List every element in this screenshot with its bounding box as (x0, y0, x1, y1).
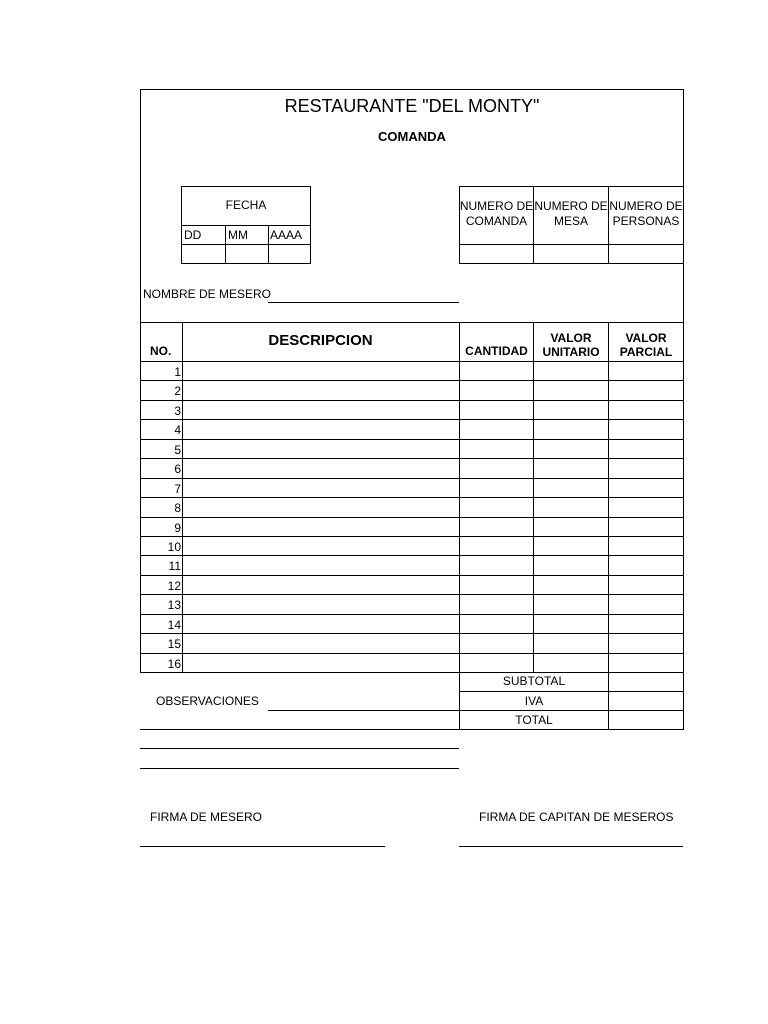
table-row[interactable] (140, 439, 684, 458)
waiter-signature-label: FIRMA DE MESERO (150, 810, 263, 824)
table-row[interactable] (140, 653, 684, 672)
observations-label: OBSERVACIONES (156, 694, 259, 708)
order-number-header: NUMERO DE COMANDA (459, 199, 534, 228)
row-number: 13 (167, 598, 181, 612)
row-number: 11 (168, 559, 181, 573)
waiter-name-label: NOMBRE DE MESERO (143, 287, 272, 301)
row-number: 6 (174, 462, 181, 476)
date-year-label: AAAA (270, 228, 303, 242)
col-quantity-header: CANTIDAD (465, 344, 528, 358)
observations-line-1[interactable] (268, 710, 459, 711)
row-number: 3 (174, 404, 181, 418)
row-number: 14 (167, 618, 181, 632)
observations-line-3[interactable] (140, 748, 459, 749)
col-no-header: NO. (150, 344, 172, 358)
waiter-signature-line[interactable] (140, 846, 385, 847)
col-description-header: DESCRIPCION (268, 332, 373, 349)
date-day-field[interactable] (182, 245, 224, 263)
subtotal-value-field[interactable] (609, 673, 683, 691)
table-row[interactable] (140, 517, 684, 536)
table-row[interactable] (140, 361, 684, 380)
guest-count-field[interactable] (609, 245, 683, 263)
frame-top-border (140, 89, 684, 90)
table-number-field[interactable] (534, 245, 608, 263)
table-row[interactable] (140, 380, 684, 399)
date-month-field[interactable] (226, 245, 267, 263)
table-row[interactable] (140, 633, 684, 652)
row-number: 7 (174, 482, 181, 496)
row-number: 5 (174, 443, 181, 457)
form-subtitle: COMANDA (378, 129, 446, 144)
restaurant-title: RESTAURANTE "DEL MONTY" (284, 96, 540, 116)
row-number: 9 (174, 521, 181, 535)
row-number: 1 (174, 365, 181, 379)
captain-signature-line[interactable] (459, 846, 683, 847)
captain-signature-label: FIRMA DE CAPITAN DE MESEROS (479, 810, 674, 824)
guest-count-header: NUMERO DE PERSONAS (609, 199, 683, 228)
table-row[interactable] (140, 419, 684, 438)
row-number: 16 (167, 657, 181, 671)
total-value-field[interactable] (609, 711, 683, 729)
col-unit-price-header: VALOR UNITARIO (542, 331, 600, 359)
order-number-field[interactable] (460, 245, 533, 263)
date-label: FECHA (225, 198, 267, 212)
row-number: 8 (174, 501, 181, 515)
date-day-label: DD (184, 228, 202, 242)
table-row[interactable] (140, 400, 684, 419)
date-year-field[interactable] (269, 245, 309, 263)
observations-line-2[interactable] (140, 729, 459, 730)
table-row[interactable] (140, 458, 684, 477)
table-row[interactable] (140, 478, 684, 497)
row-number: 12 (167, 579, 181, 593)
table-row[interactable] (140, 555, 684, 574)
table-row[interactable] (140, 575, 684, 594)
table-number-header: NUMERO DE MESA (534, 199, 608, 228)
row-number: 15 (167, 637, 181, 651)
table-row[interactable] (140, 594, 684, 613)
subtotal-label: SUBTOTAL (502, 674, 566, 688)
total-label: TOTAL (515, 713, 553, 727)
iva-label: IVA (524, 694, 544, 708)
table-row[interactable] (140, 536, 684, 555)
table-row[interactable] (140, 614, 684, 633)
row-number: 10 (167, 540, 181, 554)
col-partial-value-header: VALOR PARCIAL (619, 331, 673, 359)
observations-line-4[interactable] (140, 768, 459, 769)
table-row-divider (140, 672, 684, 673)
date-month-label: MM (228, 228, 248, 242)
table-row[interactable] (140, 497, 684, 516)
waiter-name-line[interactable] (268, 302, 459, 303)
row-number: 2 (174, 384, 181, 398)
iva-value-field[interactable] (609, 692, 683, 710)
row-number: 4 (174, 423, 181, 437)
